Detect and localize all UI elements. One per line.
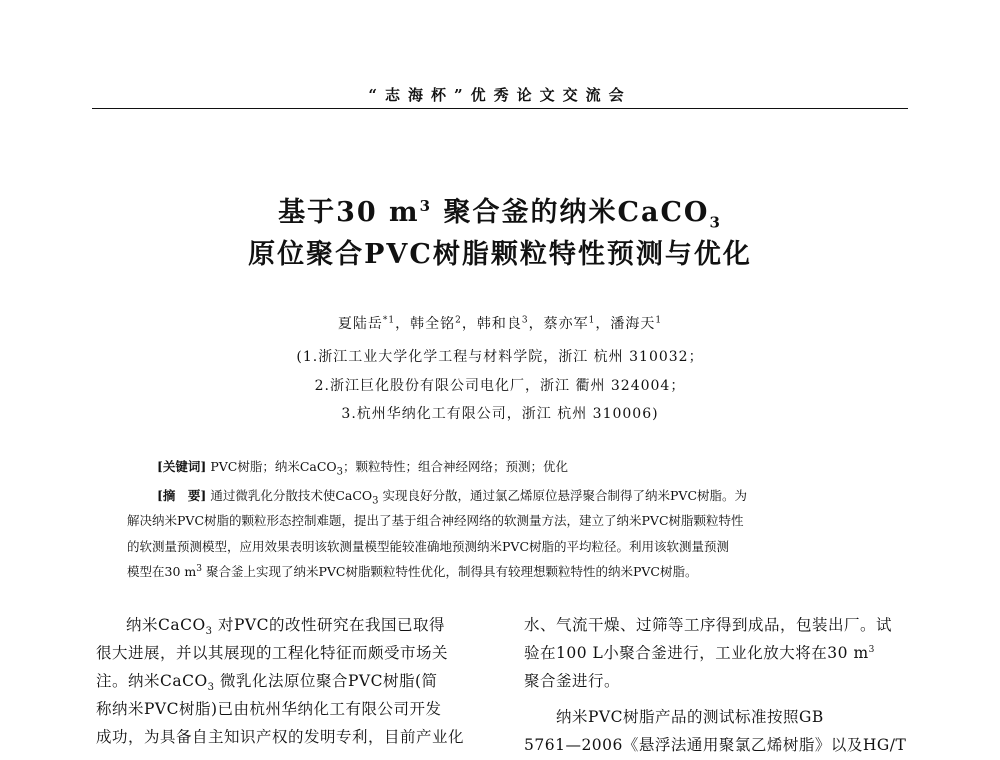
body-left-text-3b: 微乳化法原位聚合PVC树脂(简	[214, 672, 438, 690]
paper-title-line-1	[0, 190, 1000, 231]
title-text-b: 聚合釜的纳米CaCO	[432, 197, 710, 228]
running-header: “志海杯”优秀论文交流会	[368, 86, 632, 104]
body-right-sup-2: 3	[868, 644, 875, 655]
title-sub: 3	[709, 213, 722, 232]
body-left-line-4: 称纳米PVC树脂)已由杭州华纳化工有限公司开发	[96, 700, 442, 718]
body-right-line-1: 水、气流干燥、过筛等工序得到成品，包装出厂。试	[524, 616, 893, 634]
body-right-line-4: 纳米PVC树脂产品的测试标准按照GB	[556, 708, 824, 726]
body-left-text-1b: 对PVC的改性研究在我国已取得	[212, 616, 445, 634]
body-right-text-2: 验在100 L小聚合釜进行，工业化放大将在30 m	[524, 644, 869, 662]
affiliation-1: (1.浙江工业大学化学工程与材料学院，浙江 杭州 310032；	[296, 349, 704, 365]
author-1: 夏陆岳	[337, 316, 383, 332]
affiliation-3: 3.杭州华纳化工有限公司，浙江 杭州 310006)	[341, 406, 659, 422]
author-4-affil: 1	[588, 315, 596, 326]
body-left-line-3	[96, 669, 438, 693]
abstract-line-4	[127, 562, 907, 580]
abstract-sup-4: 3	[196, 563, 202, 574]
author-5-affil: 1	[655, 315, 663, 326]
abstract-text-4b: 聚合釜上实现了纳米PVC树脂颗粒特性优化，制得具有较理想颗粒特性的纳米PVC树脂。	[201, 564, 698, 579]
abstract-label: [摘 要]	[157, 488, 207, 503]
body-right-line-2	[524, 641, 875, 663]
author-2: ，韩全铭	[395, 316, 456, 332]
affiliation-2: 2.浙江巨化股份有限公司电化厂，浙江 衢州 324004；	[314, 378, 686, 394]
body-left-line-1	[126, 613, 445, 637]
author-list	[0, 313, 1000, 333]
body-left-sub-3: 3	[207, 682, 215, 694]
author-1-affil: *1	[382, 315, 396, 326]
abstract-line-1	[157, 486, 907, 507]
keywords-sub: 3	[336, 466, 344, 478]
keywords-label: [关键词]	[157, 459, 207, 474]
body-left-line-2: 很大进展，并以其展现的工程化特征而颇受市场关	[96, 644, 449, 662]
body-left-text-3a: 注。纳米CaCO	[96, 672, 208, 690]
body-right-line-5: 5761—2006《悬浮法通用聚氯乙烯树脂》以及HG/T	[524, 736, 907, 754]
keywords-text-a: PVC树脂；纳米CaCO	[206, 459, 337, 474]
title-text-a: 基于30 m	[278, 197, 420, 228]
author-2-affil: 2	[455, 315, 462, 326]
abstract-text-1b: 实现良好分散，通过氯乙烯原位悬浮聚合制得了纳米PVC树脂。为	[378, 488, 748, 503]
keywords	[157, 457, 568, 478]
body-left-line-5: 成功，为具备自主知识产权的发明专利，目前产业化	[96, 728, 465, 746]
abstract-text-1a: 通过微乳化分散技术使CaCO	[206, 488, 373, 503]
abstract-sub-1: 3	[372, 495, 379, 507]
paper-title-line-2: 原位聚合PVC树脂颗粒特性预测与优化	[248, 239, 752, 270]
author-3-affil: 3	[521, 315, 529, 326]
abstract-line-3: 的软测量预测模型，应用效果表明该软测量模型能较准确地预测纳米PVC树脂的平均粒径。利用该软测量预测	[127, 539, 730, 554]
body-right-line-3: 聚合釜进行。	[524, 672, 621, 690]
abstract-line-2: 解决纳米PVC树脂的颗粒形态控制难题，提出了基于组合神经网络的软测量方法，建立了纳米PVC树脂颗粒特性	[127, 513, 744, 528]
abstract-text-4a: 模型在30 m	[127, 564, 197, 579]
body-left-sub-1: 3	[205, 626, 213, 638]
body-left-text-1a: 纳米CaCO	[126, 616, 206, 634]
author-3: ，韩和良	[461, 316, 522, 332]
author-5: ，潘海天	[595, 316, 656, 332]
author-4: ，蔡亦军	[528, 316, 589, 332]
keywords-text-b: ；颗粒特性；组合神经网络；预测；优化	[343, 459, 569, 474]
title-sup: 3	[419, 197, 433, 215]
header-rule	[92, 108, 908, 109]
